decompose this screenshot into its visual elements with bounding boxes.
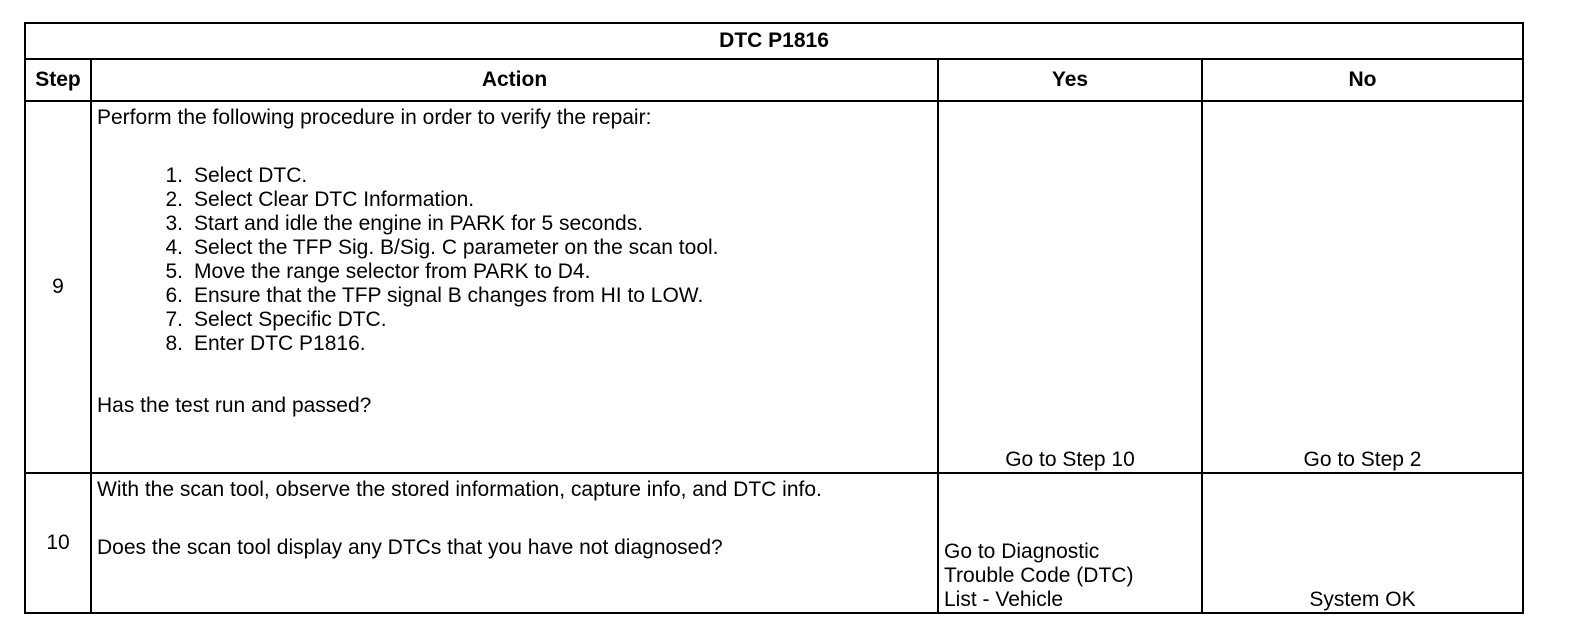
action-cell (91, 101, 938, 473)
action-cell (91, 473, 938, 613)
procedure-step: 4. Select the TFP Sig. B/Sig. C parameter on the scan tool. (165, 236, 719, 259)
header-action: Action (91, 59, 938, 101)
yes-result: Go to Step 10 (938, 101, 1202, 473)
procedure-step: 8. Enter DTC P1816. (165, 332, 366, 355)
yes-result-line: Trouble Code (DTC) (944, 564, 1134, 587)
action-question: Has the test run and passed? (97, 394, 372, 417)
header-no: No (1202, 59, 1523, 101)
header-step: Step (25, 59, 91, 101)
no-result: System OK (1202, 473, 1523, 613)
table-header-row (25, 59, 1523, 101)
step-number: 9 (25, 101, 91, 473)
action-question: Does the scan tool display any DTCs that you have not diagnosed? (97, 536, 723, 559)
header-yes: Yes (938, 59, 1202, 101)
action-intro: With the scan tool, observe the stored information, capture info, and DTC info. (97, 478, 822, 501)
yes-result-line: Go to Diagnostic (944, 540, 1100, 563)
table-row-step-9 (25, 101, 1523, 473)
action-intro: Perform the following procedure in order to verify the repair: (97, 106, 652, 129)
table-title: DTC P1816 (25, 23, 1523, 59)
yes-result (938, 473, 1202, 613)
yes-result-line: List - Vehicle (944, 588, 1064, 611)
procedure-step: 1. Select DTC. (165, 164, 308, 187)
step-number: 10 (25, 473, 91, 613)
procedure-step: 7. Select Specific DTC. (165, 308, 387, 331)
table-row-step-10 (25, 473, 1523, 613)
procedure-step: 6. Ensure that the TFP signal B changes from HI to LOW. (165, 284, 704, 307)
no-result: Go to Step 2 (1202, 101, 1523, 473)
table-title-row (25, 23, 1523, 59)
procedure-step: 3. Start and idle the engine in PARK for 5 seconds. (165, 212, 644, 235)
procedure-step: 5. Move the range selector from PARK to D4. (165, 260, 591, 283)
procedure-list (97, 164, 932, 356)
dtc-table (24, 22, 1524, 614)
procedure-step: 2. Select Clear DTC Information. (165, 188, 475, 211)
